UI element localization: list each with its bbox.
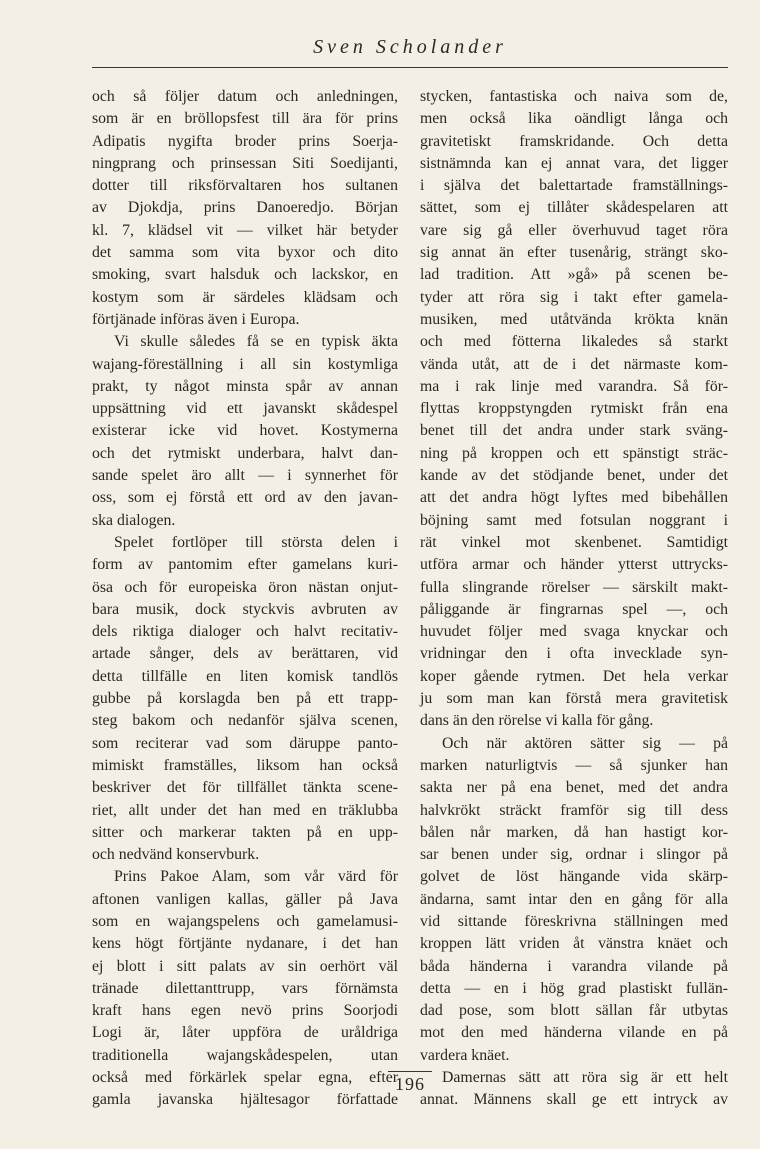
text-line: sar benen under sig, ordnar i slingor på xyxy=(420,846,728,864)
text-line: böjning samt med fotsulan noggrant i xyxy=(420,511,728,529)
text-line: benet till det andra under stark sväng- xyxy=(420,422,728,440)
text-line: artade sånger, dels av berättaren, vid xyxy=(92,645,398,663)
text-line: Adipatis nygifta broder prins Soerja- xyxy=(92,132,398,150)
text-line: dad pose, som blott sällan får utbytas xyxy=(420,1002,728,1020)
text-line: koper gående rytmen. Det hela verkar xyxy=(420,667,728,685)
text-line: flyttas kroppstyngden rytmiskt från ena xyxy=(420,400,728,418)
text-line: rät vinkel mot skenbenet. Samtidigt xyxy=(420,533,728,551)
text-line: halvkrökt sträckt framför sig till dess xyxy=(420,801,728,819)
text-line: och så följer datum och anledningen, xyxy=(92,88,398,105)
page-number-rule xyxy=(388,1071,432,1072)
text-line: och det rytmiskt underbara, halvt dan- xyxy=(92,444,398,462)
text-line: mot den med händerna vilande en på xyxy=(420,1024,728,1042)
text-line: bålen når marken, då han hastigt kor- xyxy=(420,823,728,841)
text-line: dans än den rörelse vi kalla för gång. xyxy=(420,712,654,730)
text-line: ändarna, samt intar den en gång för alla xyxy=(420,890,728,908)
text-line: sättet, som ej tillåter skådespelaren att xyxy=(420,199,728,217)
text-line: kostym som är särdeles klädsam och xyxy=(92,288,398,306)
left-column xyxy=(92,86,398,1112)
text-line: och nedvänd konservburk. xyxy=(92,846,260,864)
text-line: smoking, svart halsduk och lackskor, en xyxy=(92,266,398,284)
text-line: vid sittande föreskrivna ställningen med xyxy=(420,912,728,930)
page-number: 196 xyxy=(395,1074,425,1094)
running-header: Sven Scholander xyxy=(313,36,507,58)
text-line: som är en bröllopsfest till ära för prins xyxy=(92,110,398,128)
text-line: vare sig gå eller överhuvud taget röra xyxy=(420,221,728,239)
text-line: stycken, fantastiska och naiva som de, xyxy=(420,88,728,105)
text-line: ju som man kan förstå mera gravitetisk xyxy=(420,690,728,708)
text-line: att det andra högt lyftes med bibehållen xyxy=(420,489,728,507)
text-line: Logi är, låter uppföra de uråldriga xyxy=(92,1024,398,1042)
text-line: sakta ner på ena benet, med det andra xyxy=(420,779,728,797)
text-line: vardera knäet. xyxy=(420,1046,510,1064)
text-line: aftonen vanligen kallas, gäller på Java xyxy=(92,890,398,908)
right-column xyxy=(420,86,728,1112)
text-line: oss, som ej förstå ett ord av den javan- xyxy=(92,489,398,507)
text-line: existerar icke vid hovet. Kostymerna xyxy=(92,422,398,440)
text-line: påliggande är fingrarnas spel —, och xyxy=(420,600,728,618)
text-line: dels riktiga dialoger och halvt recitativ- xyxy=(92,623,398,641)
text-line: men också lika oändligt långa och xyxy=(420,110,728,128)
text-line: ning på kroppen och ett spänstigt sträc- xyxy=(420,444,728,462)
text-line: Prins Pakoe Alam, som vår värd för xyxy=(114,868,398,886)
text-line: riet, allt under det han med en träklubba xyxy=(92,801,398,819)
text-line: gamla javanska hjältesagor författade xyxy=(92,1091,398,1109)
text-line: tyder att röra sig i takt efter gamela- xyxy=(420,288,728,306)
text-line: också med förkärlek spelar egna, efter xyxy=(92,1069,398,1087)
text-line: ösa och för europeiska öron nästan onjut- xyxy=(92,578,398,596)
text-line: steg bakom och nedanför själva scenen, xyxy=(92,712,398,730)
text-line: av Djokdja, prins Danoeredjo. Början xyxy=(92,199,398,217)
text-line: prakt, ty något minsta spår av annan xyxy=(92,377,398,395)
text-line: sistnämnda kan ej annat vara, det ligger xyxy=(420,154,728,172)
text-line: sitter och markerar takten på en upp- xyxy=(92,823,398,841)
text-line: lad tradition. Att »gå» på scenen be- xyxy=(420,266,728,284)
text-line: gravitetiskt framskridande. Och detta xyxy=(420,132,728,150)
text-line: mimiskt framställes, liksom han också xyxy=(92,756,398,774)
text-line: dotter till riksförvaltaren hos sultanen xyxy=(92,177,398,195)
text-line: utföra armar och händer ytterst uttrycks- xyxy=(420,556,728,574)
text-line: gubbe på korslagda ben på ett trapp- xyxy=(92,690,398,708)
text-line: ma i rak linje med varandra. Så för- xyxy=(420,377,728,395)
text-line: som en wajangspelens och gamelamusi- xyxy=(92,912,398,930)
text-line: sig annat än efter tusenårig, strängt sko- xyxy=(420,244,728,262)
text-line: förtjänade införas även i Europa. xyxy=(92,310,300,328)
text-line: golvet de löst hängande vida skärp- xyxy=(420,868,728,886)
text-line: det samma som vita byxor och dito xyxy=(92,244,398,262)
text-line: kroppen lätt vriden åt vänstra knäet och xyxy=(420,935,728,953)
text-line: kraft hans egen nevö prins Soorjodi xyxy=(92,1002,398,1020)
text-line: uppsättning vid ett javanskt skådespel xyxy=(92,400,398,418)
text-line: och med fötterna likaledes så starkt xyxy=(420,333,728,351)
text-line: musiken, med utåtvända krökta knän xyxy=(420,310,728,328)
text-line: ej blott i sitt palats av sin oerhört väl xyxy=(92,957,398,975)
text-line: kens högt förtjänte nydanare, i det han xyxy=(92,935,398,953)
text-line: bara musik, dock styckvis avbruten av xyxy=(92,600,398,618)
header-rule xyxy=(92,67,728,68)
text-line: som reciterar vad som däruppe panto- xyxy=(92,734,398,752)
text-line: annat. Männens skall ge ett intryck av xyxy=(420,1091,728,1109)
text-line: Och när aktören sätter sig — på xyxy=(442,734,728,752)
text-line: wajang-föreställning i all sin kostymliga xyxy=(92,355,398,373)
text-line: vända utåt, att de i det närmaste kom- xyxy=(420,355,728,373)
text-line: ningprang och prinsessan Siti Soedijanti, xyxy=(92,154,398,172)
text-line: detta — en i hög grad plastiskt fullän- xyxy=(420,979,728,997)
text-line: i själva det balettartade framställnings- xyxy=(420,177,728,195)
text-line: vridningar den i ofta invecklade syn- xyxy=(420,645,728,663)
text-line: Vi skulle således få se en typisk äkta xyxy=(114,333,398,351)
text-line: detta tillfälle en liten komisk tandlös xyxy=(92,667,398,685)
text-line: kande av det stödjande benet, under det xyxy=(420,467,728,485)
text-line: fulla slingrande rörelser — särskilt makt- xyxy=(420,578,728,596)
text-line: huvudet följer med svaga knyckar och xyxy=(420,623,728,641)
text-line: form av pantomim efter gamelans kuri- xyxy=(92,556,398,574)
text-line: Damernas sätt att röra sig är ett helt xyxy=(442,1069,728,1087)
text-line: ska dialogen. xyxy=(92,511,176,529)
text-line: Spelet fortlöper till största delen i xyxy=(114,533,398,551)
text-line: kl. 7, klädsel vit — vilket här betyder xyxy=(92,221,398,239)
text-line: beskriver det för tillfället tänkta scene- xyxy=(92,779,398,797)
text-line: båda händerna i varandra vilande på xyxy=(420,957,728,975)
text-line: traditionella wajangskådespelen, utan xyxy=(92,1046,398,1064)
text-line: tränade dilettanttrupp, vars förnämsta xyxy=(92,979,398,997)
text-line: sande spelet äro allt — i synnerhet för xyxy=(92,467,398,485)
text-line: marken naturligtvis — så sjunker han xyxy=(420,756,728,774)
